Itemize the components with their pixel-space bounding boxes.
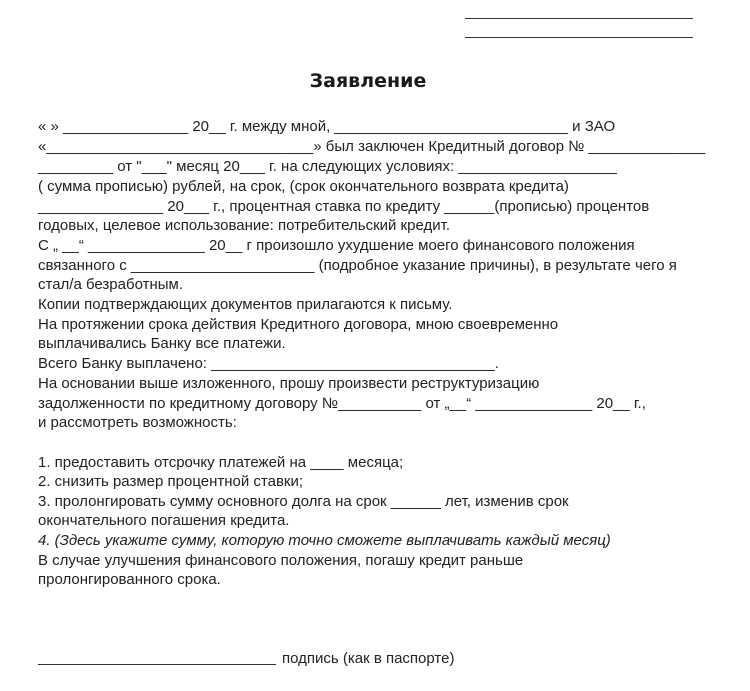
body-line-12: выплачивались Банку все платежи. — [38, 335, 286, 352]
signature-label: подпись (как в паспорте) — [282, 650, 455, 667]
body-line-2: «________________________________» был заключен Кредитный договор № ______________ — [38, 138, 706, 155]
list-item-3: 3. пролонгировать сумму основного долга на срок ______ лет, изменив срок — [38, 493, 569, 510]
body-line-4: ( сумма прописью) рублей, на срок, (срок окончательного возврата кредита) — [38, 178, 569, 195]
body-line-1: « » _______________ 20__ г. между мной, ____________________________ и ЗАО — [38, 118, 616, 135]
closing-line-1: В случае улучшения финансового положения, погашу кредит раньше — [38, 552, 524, 569]
signature-line — [38, 664, 276, 665]
body-line-11: На протяжении срока действия Кредитного договора, мною своевременно — [38, 316, 559, 333]
body-line-13: Всего Банку выплачено: __________________________________. — [38, 355, 499, 372]
body-line-3: _________ от "___" месяц 20___ г. на следующих условиях: ___________________ — [38, 158, 617, 175]
body-line-10: Копии подтверждающих документов прилагаются к письму. — [38, 296, 453, 313]
body-line-15: задолженности по кредитному договору №__________ от „__“ ______________ 20__ г., — [38, 395, 646, 412]
body-line-9: стал/а безработным. — [38, 276, 183, 293]
body-line-16: и рассмотреть возможность: — [38, 414, 237, 431]
list-item-1: 1. предоставить отсрочку платежей на ____ месяца; — [38, 454, 404, 471]
body-line-5: _______________ 20___ г., процентная ставка по кредиту ______(прописью) процентов — [38, 198, 650, 215]
addressee-line-2 — [465, 37, 693, 38]
body-line-7: С „ __“ ______________ 20__ г произошло ухудшение моего финансового положения — [38, 237, 635, 254]
addressee-line-1 — [465, 18, 693, 19]
list-item-2: 2. снизить размер процентной ставки; — [38, 473, 304, 490]
document-title: Заявление — [309, 70, 427, 92]
body-line-6: годовых, целевое использование: потребительский кредит. — [38, 217, 450, 234]
list-item-3-cont: окончательного погашения кредита. — [38, 512, 290, 529]
list-item-4: 4. (Здесь укажите сумму, которую точно сможете выплачивать каждый месяц) — [38, 532, 611, 549]
body-line-14: На основании выше изложенного, прошу произвести реструктуризацию — [38, 375, 540, 392]
closing-line-2: пролонгированного срока. — [38, 571, 221, 588]
body-line-8: связанного с ______________________ (подробное указание причины), в результате чего я — [38, 257, 677, 274]
